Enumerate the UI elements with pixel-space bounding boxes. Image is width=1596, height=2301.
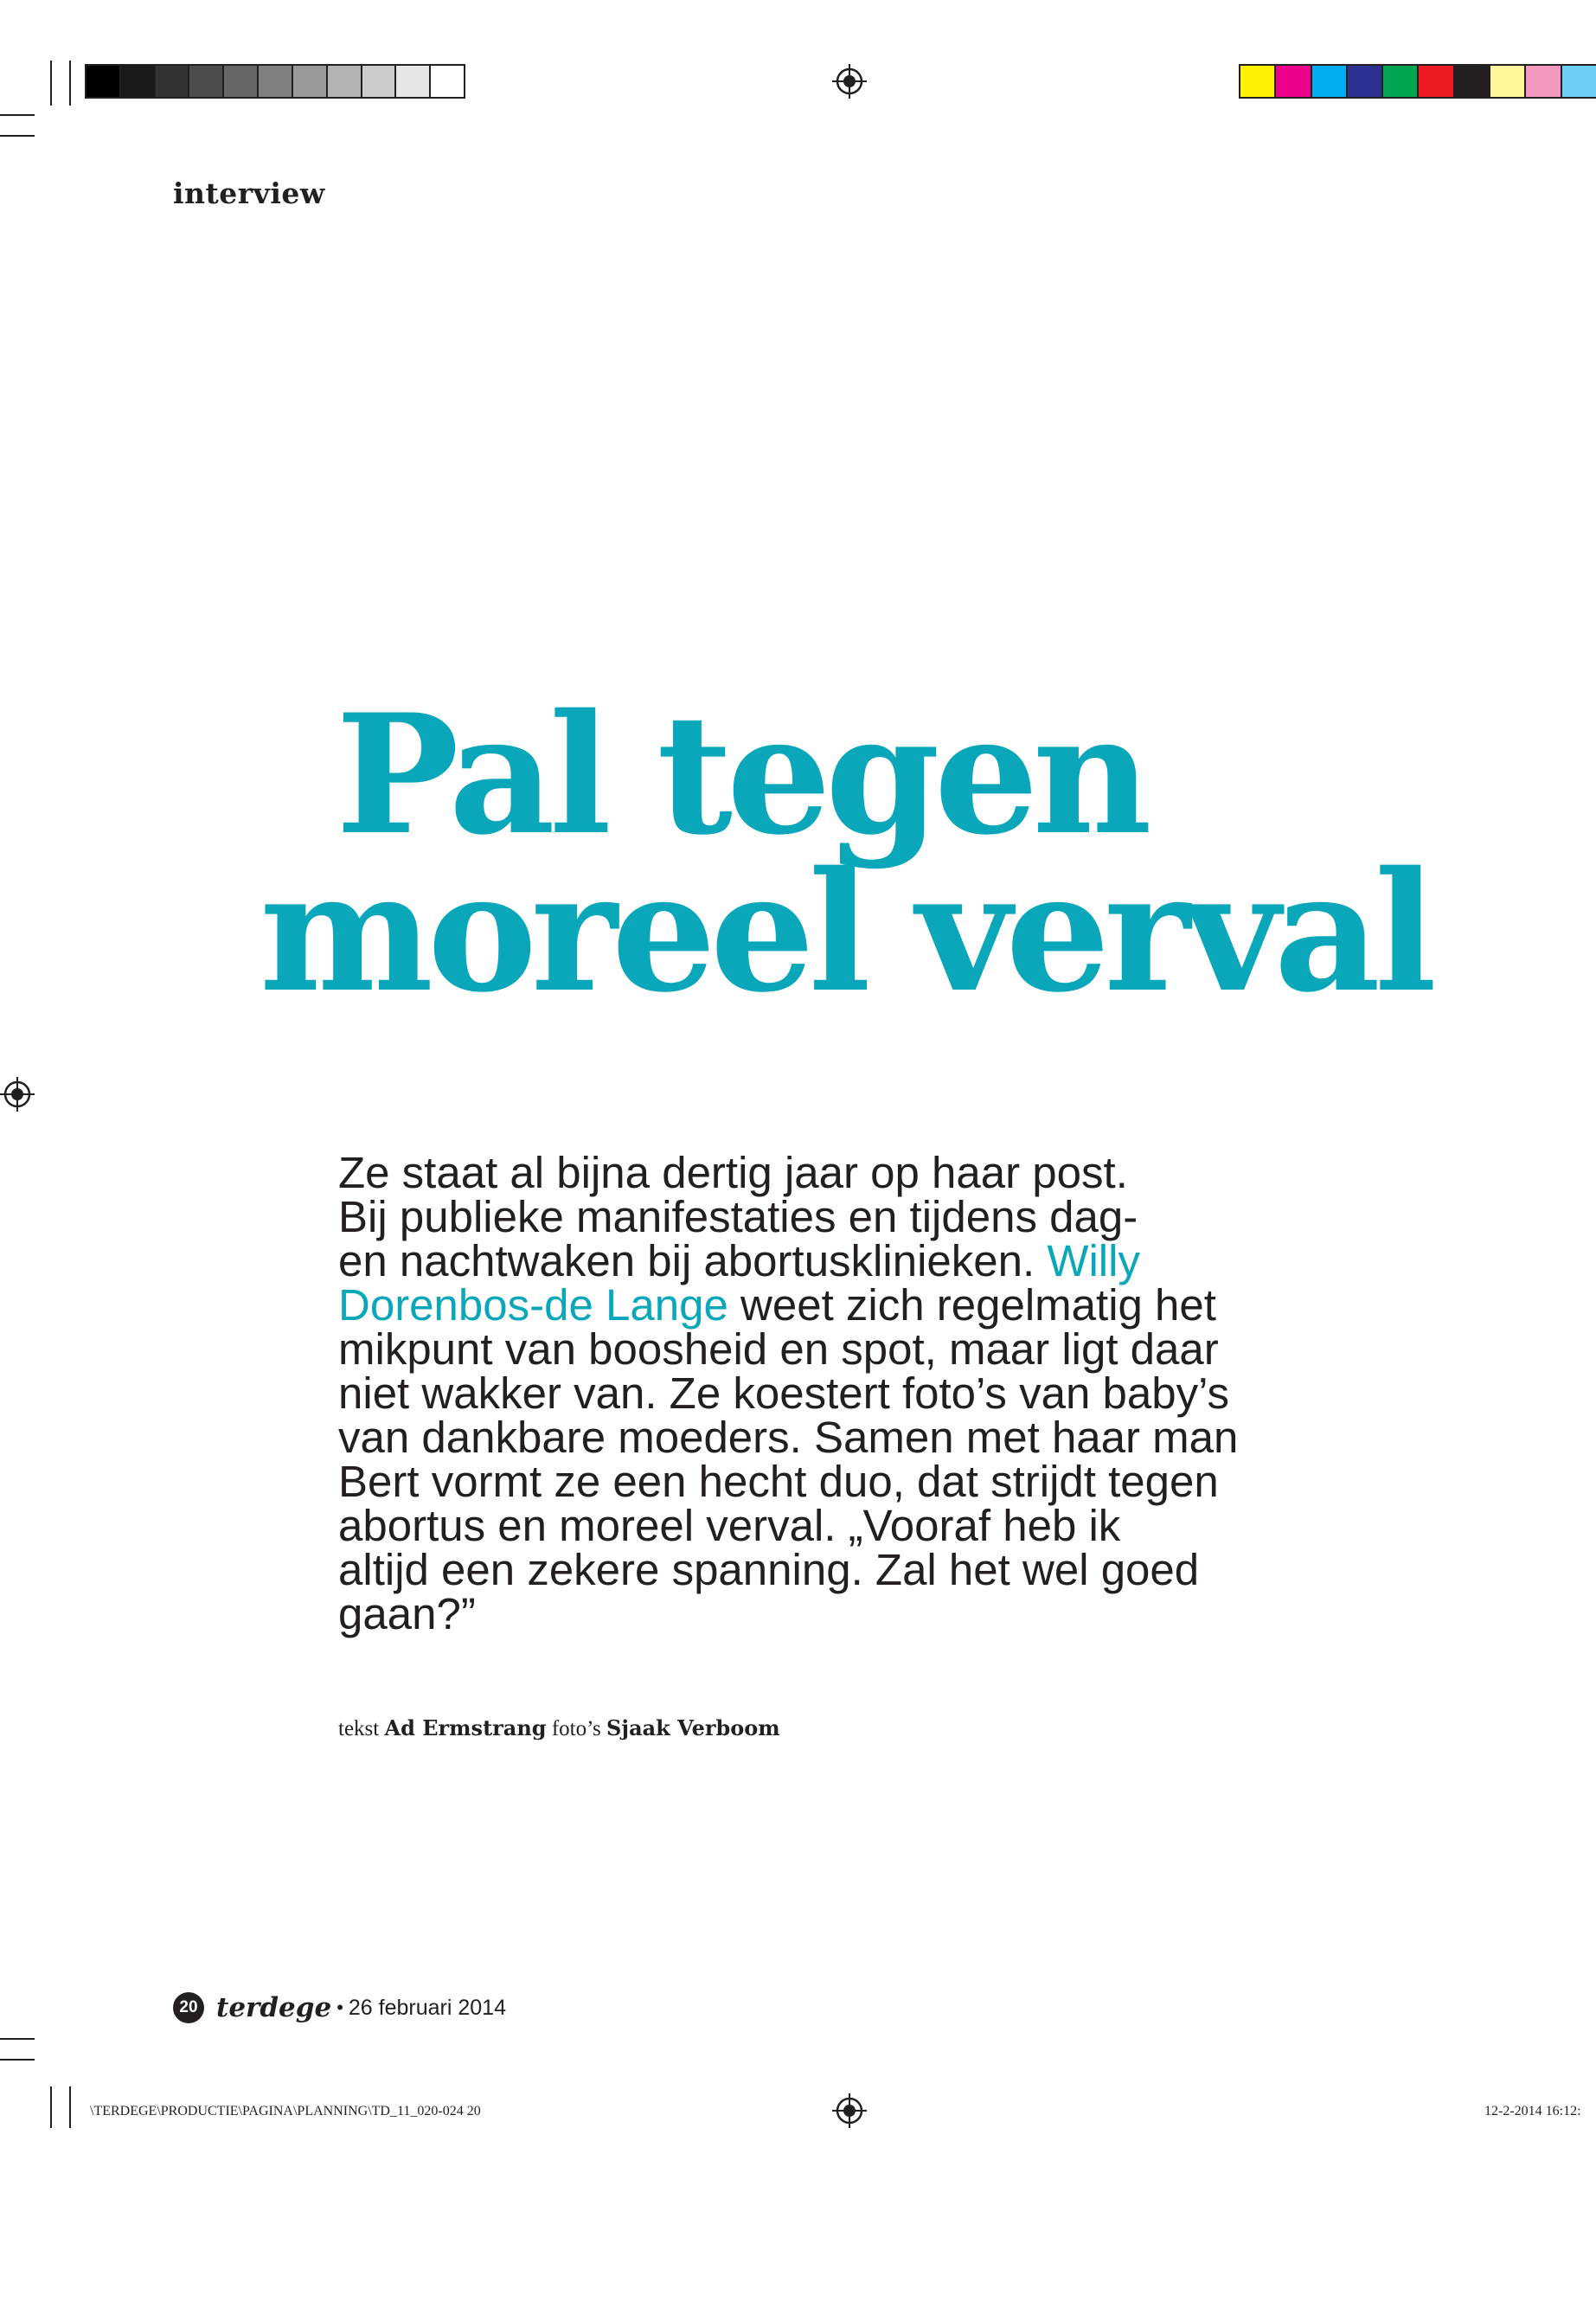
intro-paragraph	[338, 1150, 1359, 1636]
color-swatch	[1526, 66, 1561, 97]
color-swatch	[1383, 66, 1419, 97]
issue-date: 26 februari 2014	[348, 1995, 506, 2020]
page-number: 20	[173, 1992, 204, 2023]
page-footer	[173, 1990, 506, 2025]
headline-line-1: Pal tegen	[336, 678, 1146, 871]
color-swatch	[156, 66, 190, 97]
print-timestamp: 12-2-2014 16:12:	[1484, 2104, 1581, 2118]
color-swatch	[1312, 66, 1348, 97]
magazine-logo: terdege	[216, 1992, 332, 2023]
crop-mark	[0, 2059, 35, 2061]
photographer-name: Sjaak Verboom	[606, 1715, 780, 1740]
text-credit-label: tekst	[338, 1717, 380, 1740]
print-file-path: \TERDEGE\PRODUCTIE\PAGINA\PLANNING\TD_11_020-024 20	[90, 2104, 481, 2118]
color-swatch	[1490, 66, 1526, 97]
crop-mark	[0, 2038, 35, 2040]
color-swatch	[293, 66, 328, 97]
registration-mark-icon	[832, 2093, 867, 2128]
registration-mark-icon	[832, 64, 867, 99]
color-swatch	[121, 66, 156, 97]
headline-line-2: moreel verval	[260, 836, 1432, 1029]
intro-text-start: Ze staat al bijna dertig jaar op haar post. Bij publieke manifestaties en tijdens dag- en nachtwaken bij abortusklinieken.	[338, 1148, 1138, 1285]
crop-mark	[69, 61, 71, 106]
crop-mark	[0, 114, 35, 116]
color-swatch	[1455, 66, 1490, 97]
process-color-bar	[1239, 64, 1596, 99]
bullet-separator: •	[337, 1997, 343, 2018]
color-swatch	[328, 66, 362, 97]
color-swatch	[431, 66, 464, 97]
crop-mark	[0, 135, 35, 137]
color-swatch	[1562, 66, 1596, 97]
photo-credit-label: foto’s	[551, 1717, 601, 1740]
color-swatch	[1348, 66, 1383, 97]
color-swatch	[1419, 66, 1454, 97]
color-swatch	[189, 66, 224, 97]
color-swatch	[362, 66, 397, 97]
color-swatch	[1276, 66, 1311, 97]
crop-mark	[50, 2086, 52, 2128]
interviewee-name: Willy Dorenbos-de Lange	[338, 1236, 1140, 1330]
crop-mark	[69, 2086, 71, 2128]
byline	[338, 1715, 780, 1741]
color-swatch	[259, 66, 293, 97]
intro-text-end: weet zich regelmatig het mikpunt van boosheid en spot, maar ligt daar niet wakker van. Ze koestert foto’s van baby’s van dankbare moeders. Samen met haar man Bert vormt ze een hecht duo, dat strijdt tegen abortus en moreel verval. „Vooraf heb ik altijd een zekere spanning. Zal het wel goed gaan?”	[338, 1280, 1239, 1638]
color-swatch	[1240, 66, 1276, 97]
color-swatch	[87, 66, 121, 97]
author-name: Ad Ermstrang	[384, 1715, 547, 1740]
section-label: interview	[173, 176, 325, 210]
color-swatch	[224, 66, 259, 97]
grayscale-color-bar	[85, 64, 465, 99]
crop-mark	[50, 61, 52, 106]
registration-mark-icon	[0, 1077, 35, 1112]
color-swatch	[396, 66, 431, 97]
